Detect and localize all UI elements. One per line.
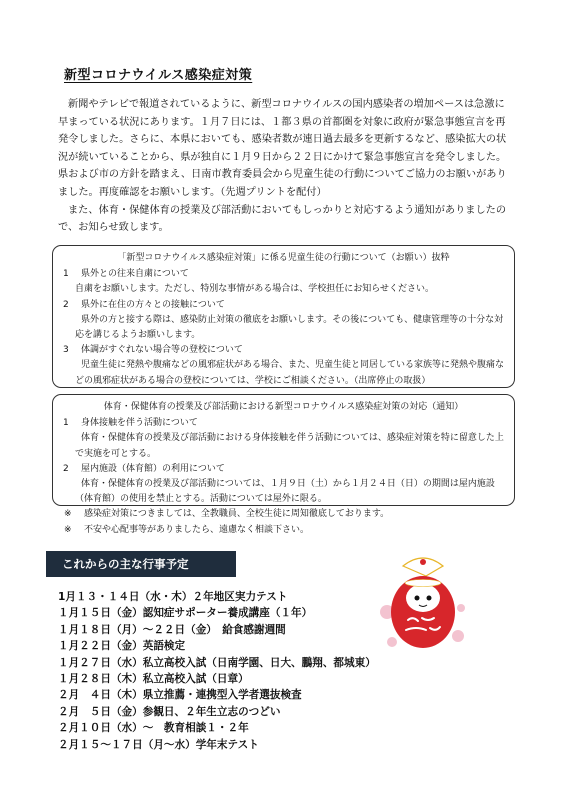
daruma-illustration (378, 552, 468, 652)
intro-paragraph (58, 96, 520, 237)
intro-line: また、体育・保健体育の授業及び部活動においてもしっかりと対応するよう通知がありましたの (68, 204, 507, 216)
box-item (61, 416, 506, 431)
schedule-item: １月１５日（金）認知症サポーター養成講座（１年） (58, 607, 313, 620)
box-item (61, 298, 506, 313)
daruma-face (406, 584, 440, 612)
item-detail: 体育・保健体育の授業及び部活動については、１月９日（土）から１月２４日（日）の期間は屋内施設 (81, 479, 495, 490)
schedule-item: 1月１３・１４日（水・木）２年地区実力テスト (58, 591, 288, 603)
item-detail: 応を講じるようお願いします。 (75, 330, 201, 341)
box-item (61, 343, 506, 358)
item-number: 2 (63, 463, 69, 474)
item-detail: どの風邪症状がある場合の登校については、学校にご相談ください。（出席停止の取扱） (75, 375, 431, 386)
item-detail: 県外の方と接する際は、感染防止対策の徹底をお願いします。その後についても、健康管理等の十分な対 (81, 314, 504, 325)
intro-line: 早まっている状況にあります。１月７日には、１都３県の首都圏を対象に政府が緊急事態宣言を再 (58, 116, 506, 128)
box-item (61, 267, 506, 282)
fan-sun-icon (420, 559, 426, 565)
note-text: 感染症対策につきましては、全教職員、全校生徒に周知徹底しております。 (84, 509, 390, 519)
box-title: 「新型コロナウイルス感染症対策」に係る児童生徒の行動について（お願い）抜粋 (117, 253, 450, 263)
notes (64, 506, 389, 538)
eye-icon (415, 596, 420, 601)
blossom-icon (387, 637, 397, 647)
intro-line: 県および市の方針を踏まえ、日南市教育委員会から児童生徒の行動についてご協力のお願いがあり (58, 169, 507, 181)
schedule-header: これからの主な行事予定 (46, 551, 236, 577)
item-detail: （体育館）の使用を禁止とする。活動については屋外に限る。 (75, 494, 327, 505)
note-item (64, 506, 389, 522)
note-mark: ※ (64, 509, 72, 519)
student-behavior-box (52, 245, 515, 388)
item-detail: 児童生徒に発熱や腹痛などの風邪症状がある場合、また、児童生徒と同居している家族等に発熱や腹痛な (81, 360, 505, 371)
page-title: 新型コロナウイルス感染症対策 (64, 68, 253, 83)
blossom-icon (457, 604, 465, 612)
note-mark: ※ (64, 525, 72, 535)
schedule-item: ２月 ４日（木）県立推薦・連携型入学者選抜検査 (58, 689, 302, 702)
item-label: 県外に在住の方々との接触について (81, 299, 225, 310)
schedule-item: １月２２日（金）英語検定 (58, 640, 186, 653)
schedule-item: １月１８日（月）～２２日（金） 給食感謝週間 (58, 623, 286, 636)
item-label: 身体接触を伴う活動について (81, 418, 198, 429)
intro-line: 発令しました。さらに、本県においても、感染者数が連日過去最多を更新するなど、感染拡大の状 (58, 134, 507, 146)
intro-line: 新聞やテレビで報道されているように、新型コロナウイルスの国内感染者の増加ペースは急激に (68, 99, 505, 110)
blossom-icon (452, 630, 464, 642)
item-number: 1 (63, 269, 69, 280)
item-number: 2 (63, 299, 69, 310)
note-item (64, 522, 389, 538)
schedule-list (58, 589, 376, 753)
box-item (61, 462, 506, 477)
intro-line: 況が続いていることから、県が独自に１月９日から２２日にかけて緊急事態宣言を発令しました。 (58, 151, 507, 163)
item-label: 県外との往来自粛について (81, 269, 189, 280)
item-label: 屋内施設（体育館）の利用について (81, 463, 225, 474)
item-detail: 自粛をお願いします。ただし、特別な事情がある場合は、学校担任にお知らせください。 (75, 284, 435, 295)
schedule-item: １月２８日（木）私立高校入試（日章） (58, 673, 249, 686)
item-label: 体調がすぐれない場合等の登校について (81, 345, 243, 356)
box-title: 体育・保健体育の授業及び部活動における新型コロナウイルス感染症対策の対応（通知） (103, 402, 464, 412)
pe-club-activity-box (52, 394, 515, 506)
schedule-item: １月２７日（水）私立高校入試（日南学園、日大、鵬翔、都城東） (58, 656, 376, 669)
schedule-item: ２月１０日（水）～ 教育相談１・２年 (58, 722, 249, 735)
schedule-item: ２月１５～１７日（月～水）学年末テスト (58, 738, 259, 751)
eye-icon (427, 596, 432, 601)
item-detail: 体育・保健体育の授業及び部活動における身体接触を伴う活動については、感染症対策を特に留意した上 (81, 433, 504, 444)
item-number: 3 (63, 345, 69, 356)
intro-line: で、お知らせ致します。 (58, 222, 169, 234)
daruma-headband (405, 580, 441, 587)
note-text: 不安や心配事等がありましたら、遠慮なく相談下さい。 (84, 525, 310, 535)
item-detail: で実施を可とする。 (75, 448, 157, 459)
schedule-item: ２月 ５日（金）参観日、２年生立志のつどい (58, 705, 281, 718)
intro-line: ました。再度確認をお願いします。（先週プリントを配付） (58, 186, 327, 198)
item-number: 1 (63, 418, 69, 429)
